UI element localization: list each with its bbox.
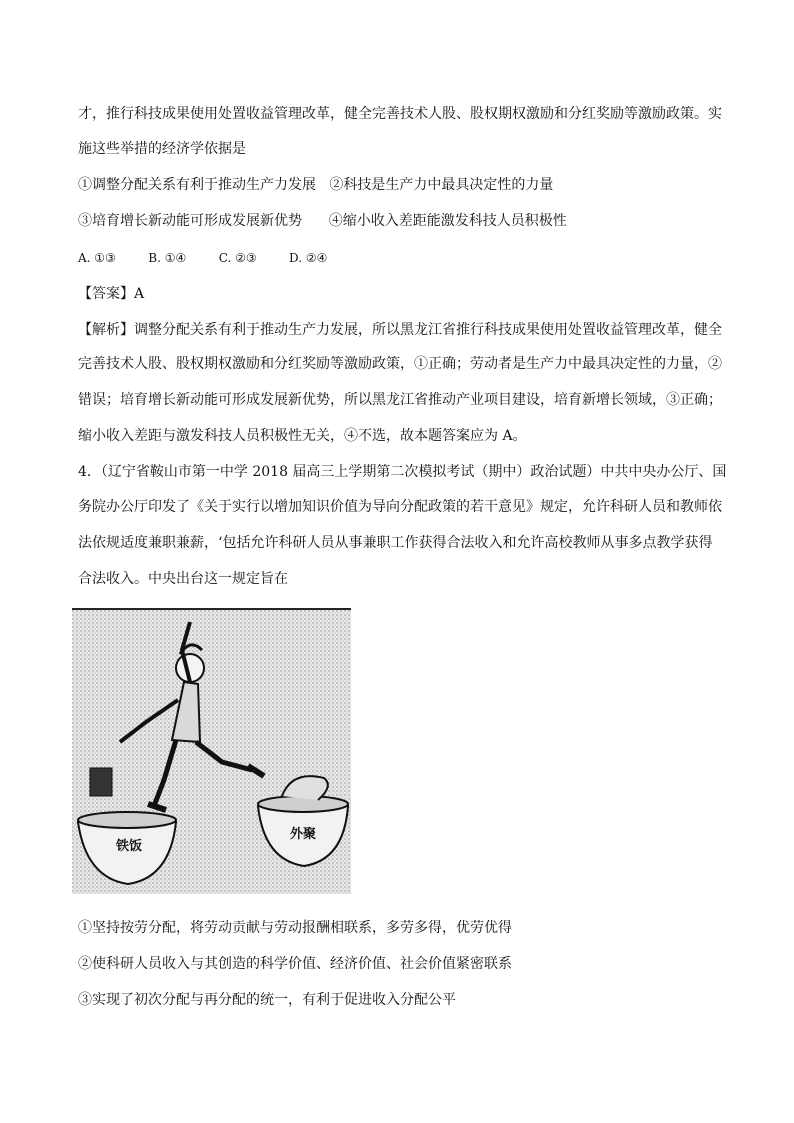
q3-analysis-line-1: 【解析】调整分配关系有利于推动生产力发展，所以黑龙江省推行科技成果使用处置收益管理改革，健全 xyxy=(78,322,722,338)
q3-text-line-2: 施这些举措的经济学依据是 xyxy=(78,141,246,157)
q3-analysis-line-3: 错误；培育增长新动能可形成发展新优势，所以黑龙江省推动产业项目建设，培育新增长领域，③正确； xyxy=(78,392,722,408)
q3-answer: 【答案】A xyxy=(78,286,145,302)
q4-stem-line-4: 合法收入。中央出台这一规定旨在 xyxy=(78,571,288,587)
q4-stem-line-3: 法依规适度兼职兼薪，‘包括允许科研人员从事兼职工作获得合法收入和允许高校教师从事多点教学获得 xyxy=(78,535,713,551)
q3-options xyxy=(78,248,718,268)
q3-analysis-line-4: 缩小收入差距与激发科技人员积极性无关，④不选，故本题答案应为 A。 xyxy=(78,428,527,444)
bowl-label-right: 外聚 xyxy=(290,827,317,842)
option-c: C. ②③ xyxy=(218,251,257,265)
bowl-label-left: 铁饭 xyxy=(116,839,143,854)
q3-analysis-line-2: 完善技术人股、股权期权激励和分红奖励等激励政策，①正确；劳动者是生产力中最具决定性的力量，② xyxy=(78,356,722,372)
option-b: B. ①④ xyxy=(148,251,187,265)
q4-stem-line-2: 务院办公厅印发了《关于实行以增加知识价值为导向分配政策的若干意见》规定，允许科研人员和教师依 xyxy=(78,499,722,515)
q4-stem-line-1: 4．（辽宁省鞍山市第一中学 2018 届高三上学期第二次模拟考试（期中）政治试题）中共中央办公厅、国 xyxy=(78,464,727,480)
q3-text-line-1: 才，推行科技成果使用处置收益管理改革，健全完善技术人股、股权期权激励和分红奖励等激励政策。实 xyxy=(78,106,722,122)
q3-statement-row-1: ①调整分配关系有利于推动生产力发展 ②科技是生产力中最具决定性的力量 xyxy=(78,177,554,193)
q3-statement-row-2: ③培育增长新动能可形成发展新优势 ④缩小收入差距能激发科技人员积极性 xyxy=(78,213,567,229)
option-a: A. ①③ xyxy=(78,251,116,265)
q4-choice-1: ①坚持按劳分配，将劳动贡献与劳动报酬相联系，多劳多得，优劳优得 xyxy=(78,920,512,936)
option-d: D. ②④ xyxy=(289,251,328,265)
cartoon-illustration xyxy=(72,608,351,896)
q4-choice-3: ③实现了初次分配与再分配的统一，有利于促进收入分配公平 xyxy=(78,992,456,1008)
q4-choice-2: ②使科研人员收入与其创造的科学价值、经济价值、社会价值紧密联系 xyxy=(78,956,512,972)
